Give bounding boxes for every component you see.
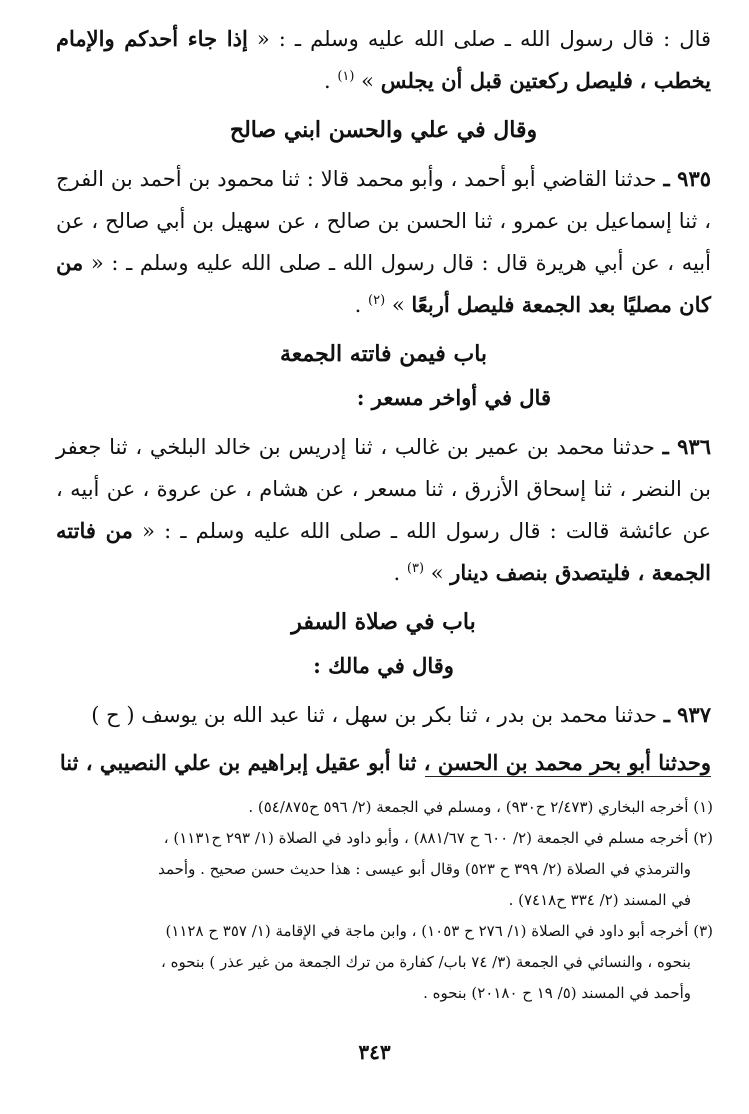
hadith-quote: من فاتته الجمعة ، فليتصدق بنصف دينار — [56, 518, 711, 585]
text-run: . — [393, 561, 407, 585]
isnad-text: حدثنا محمد بن عمير بن غالب ، ثنا إدريس بن خالد البلخي ، ثنا جعفر بن النضر ، ثنا إسحاق الأزرق ، ثنا مسعر ، عن هشام ، عن عروة ، عن أبيه ، عن عائشة قالت : قال رسول الله ـ صلى الله عليه وسلم ـ : « — [56, 435, 711, 543]
page-number: ٣٤٣ — [358, 1040, 391, 1064]
hadith-number: ٩٣٧ ـ — [663, 702, 711, 727]
footnote-3: (٣) أخرجه أبو داود في الصلاة (١/ ٢٧٦ ح ١٠٥٣) ، وابن ماجة في الإقامة (١/ ٣٥٧ ح ١١٢٨) — [165, 922, 713, 940]
section-heading: وقال في علي والحسن ابني صالح — [229, 117, 538, 143]
hadith-quote: إذا جاء أحدكم والإمام يخطب ، — [56, 26, 711, 93]
chapter-heading: باب فيمن فاتته الجمعة — [279, 341, 488, 367]
chapter-heading: باب في صلاة السفر — [291, 609, 476, 635]
text-run: » — [385, 293, 412, 317]
text-run: » — [424, 561, 451, 585]
footnote-2: (٢) أخرجه مسلم في الجمعة (٢/ ٦٠٠ ح ٨٨١/٦٧) ، وأبو داود في الصلاة (١/ ٢٩٣ ح١١٣١) ، — [163, 829, 713, 847]
footnote-ref[interactable]: (٢) — [368, 293, 386, 308]
footnote-3-line: بنحوه ، والنسائي في الجمعة (٣/ ٧٤ باب/ كفارة من ترك الجمعة من غير عذر ) بنحوه ، — [161, 953, 691, 971]
hadith-936 — [56, 426, 711, 594]
footnote-1: (١) أخرجه البخاري (٢/٤٧٣ ح٩٣٠) ، ومسلم في الجمعة (٢/ ٥٩٦ ح٥٤/٨٧٥) . — [248, 798, 713, 816]
sub-heading: وقال في مالك : — [313, 653, 454, 678]
hadith-number: ٩٣٦ ـ — [662, 434, 711, 459]
text-run: . — [323, 69, 338, 93]
hadith-quote: من كان مصليًا بعد الجمعة فليصل أربعًا — [56, 250, 711, 317]
footnote-divider — [425, 776, 711, 777]
isnad-text: حدثنا القاضي أبو أحمد ، وأبو محمد قالا : ثنا محمود بن أحمد بن الفرج ، ثنا إسماعيل بن عمرو ، ثنا الحسن بن صالح ، عن سهيل بن أبي صالح ، عن أبيه ، عن أبي هريرة قال : قال رسول الله ـ صلى الله عليه وسلم ـ : « — [56, 167, 711, 275]
footnote-2-line: والترمذي في الصلاة (٢/ ٣٩٩ ح ٥٢٣) وقال أبو عيسى : هذا حديث حسن صحيح . وأحمد — [158, 860, 691, 878]
hadith-937-continuation — [56, 742, 711, 784]
footnote-ref[interactable]: (٣) — [406, 561, 425, 576]
footnote-2-line: في المسند (٢/ ٣٣٤ ح٧٤١٨) . — [508, 891, 691, 909]
footnote-ref[interactable]: (١) — [337, 69, 355, 84]
text-run: » — [354, 69, 381, 93]
page-body — [56, 18, 711, 784]
hadith-quote: فليصل ركعتين قبل أن يجلس — [380, 68, 633, 93]
footnote-3-line: وأحمد في المسند (٥/ ١٩ ح ٢٠١٨٠) بنحوه . — [423, 984, 691, 1002]
text-run: قال : قال رسول الله ـ صلى الله عليه وسلم ـ : « — [247, 27, 712, 51]
text-run: . — [354, 293, 369, 317]
hadith-937 — [56, 694, 711, 736]
isnad-text: وحدثنا أبو بحر محمد بن الحسن ، ثنا أبو عقيل إبراهيم بن علي النصيبي ، ثنا — [59, 750, 711, 775]
hadith-935 — [56, 158, 711, 326]
paragraph-continuation — [56, 18, 711, 102]
footnotes — [50, 792, 713, 1009]
sub-heading: قال في أواخر مسعر : — [356, 385, 551, 410]
hadith-number: ٩٣٥ ـ — [663, 166, 712, 191]
isnad-text: حدثنا محمد بن بدر ، ثنا بكر بن سهل ، ثنا عبد الله بن يوسف ( ح ) — [91, 703, 657, 727]
